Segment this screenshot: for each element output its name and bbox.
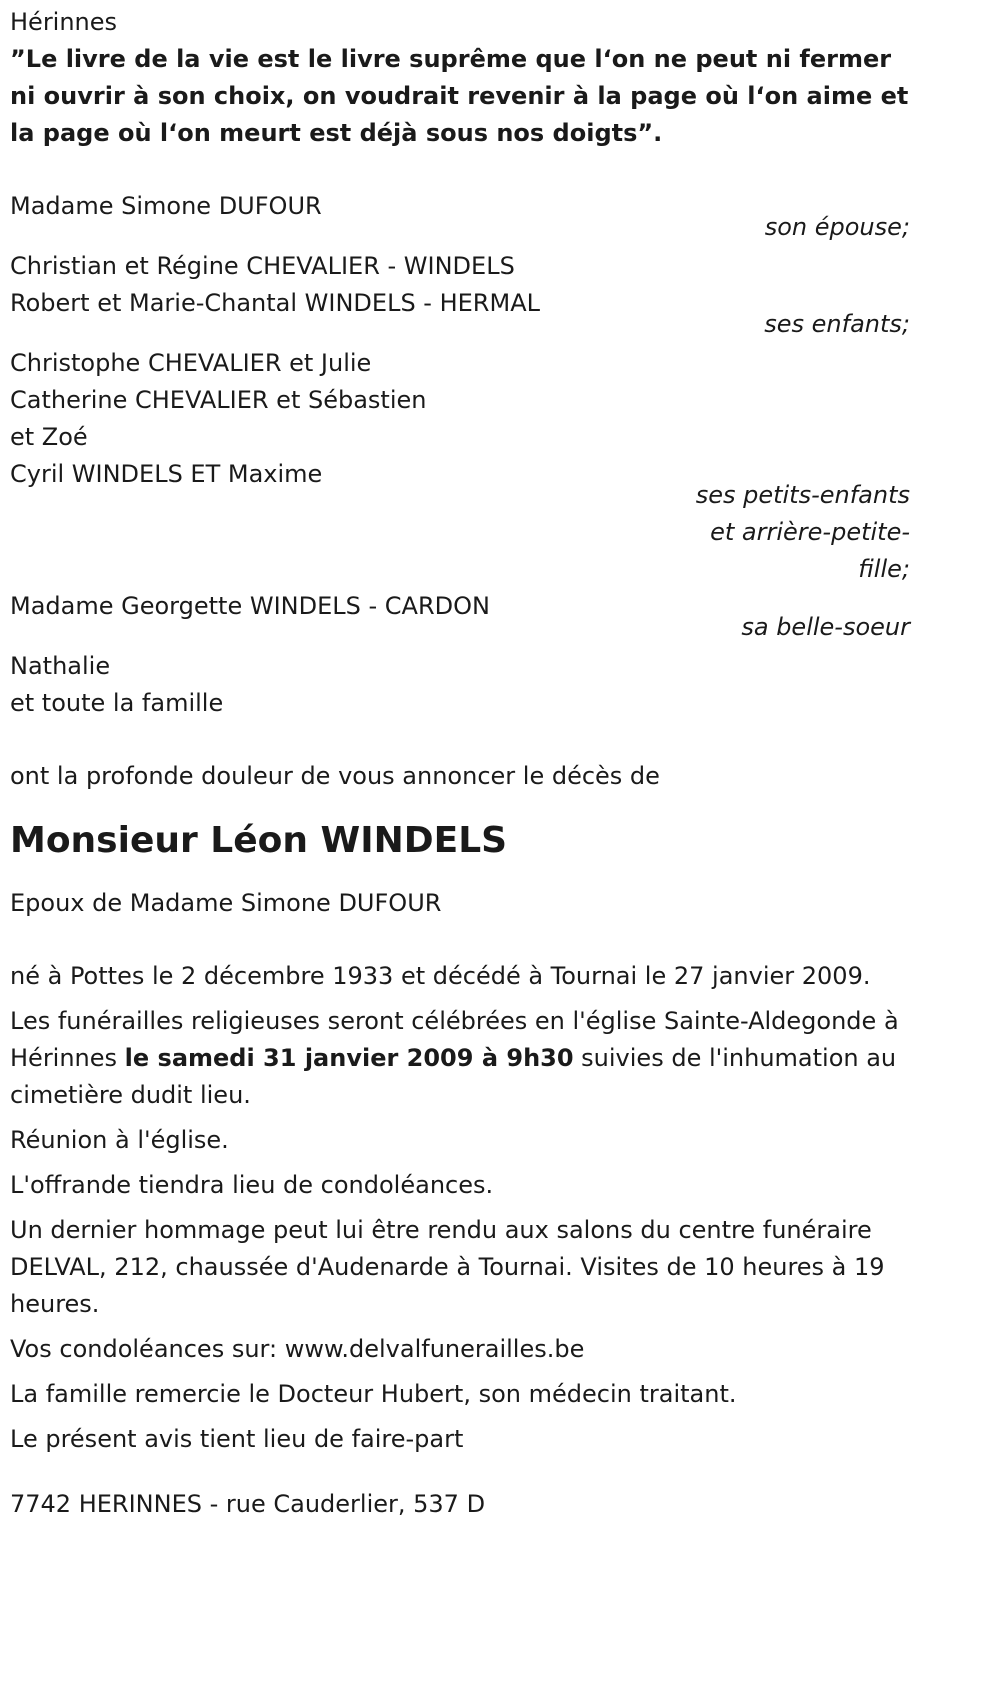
family-name: Cyril WINDELS ET Maxime xyxy=(10,460,323,488)
family-name: Madame Simone DUFOUR xyxy=(10,192,322,220)
family-group-sister-in-law xyxy=(10,588,910,646)
town-name: Hérinnes xyxy=(10,8,118,36)
family-role-line: fille; xyxy=(858,555,910,583)
family-group-grandchildren xyxy=(10,345,910,588)
offering: L'offrande tiendra lieu de condoléances. xyxy=(10,1171,494,1199)
family-name: Christian et Régine CHEVALIER - WINDELS xyxy=(10,252,515,280)
funeral-text: suivies de l'inhumation au cimetière dudit lieu. xyxy=(10,1044,897,1109)
funeral-info xyxy=(10,1003,910,1114)
family-name: Nathalie xyxy=(10,652,111,680)
funeral-date: le samedi 31 janvier 2009 à 9h30 xyxy=(124,1044,574,1072)
announcement: ont la profonde douleur de vous annoncer le décès de xyxy=(10,762,660,790)
notice: Le présent avis tient lieu de faire-part xyxy=(10,1425,464,1453)
homage: Un dernier hommage peut lui être rendu aux salons du centre funéraire DELVAL, 212, chaussée d'Audenarde à Tournai. Visites de 10 heures à 19 heures. xyxy=(10,1216,885,1318)
deceased-name: Monsieur Léon WINDELS xyxy=(10,820,508,861)
family-name: et toute la famille xyxy=(10,689,224,717)
meeting: Réunion à l'église. xyxy=(10,1126,229,1154)
family-group-children xyxy=(10,248,910,343)
address: 7742 HERINNES - rue Cauderlier, 537 D xyxy=(10,1490,486,1518)
family-group-others xyxy=(10,648,910,722)
family-role-line: et arrière-petite- xyxy=(710,518,910,546)
family-name: Christophe CHEVALIER et Julie xyxy=(10,349,372,377)
family-name: et Zoé xyxy=(10,423,88,451)
family-name: Madame Georgette WINDELS - CARDON xyxy=(10,592,490,620)
thanks: La famille remercie le Docteur Hubert, son médecin traitant. xyxy=(10,1380,737,1408)
family-role xyxy=(690,477,910,588)
family-name: Robert et Marie-Chantal WINDELS - HERMAL xyxy=(10,289,540,317)
birth-death: né à Pottes le 2 décembre 1933 et décédé à Tournai le 27 janvier 2009. xyxy=(10,962,871,990)
family-role: ses enfants; xyxy=(764,310,910,338)
funeral-text: Les funérailles religieuses seront célébrées en l'église Sainte-Aldegonde à Hérinnes xyxy=(10,1007,899,1072)
condolences: Vos condoléances sur: www.delvalfunerailles.be xyxy=(10,1335,585,1363)
family-group-spouse xyxy=(10,188,910,246)
quote: ”Le livre de la vie est le livre suprême que l‘on ne peut ni fermer ni ouvrir à son choix, on voudrait revenir à la page où l‘on aime et la page où l‘on meurt est déjà sous nos doigts”. xyxy=(10,45,909,147)
family-role-line: ses petits-enfants xyxy=(695,481,910,509)
spouse-line: Epoux de Madame Simone DUFOUR xyxy=(10,889,442,917)
family-role: son épouse; xyxy=(764,213,910,241)
family-name: Catherine CHEVALIER et Sébastien xyxy=(10,386,427,414)
family-role: sa belle-soeur xyxy=(741,613,910,641)
spacer xyxy=(10,152,910,188)
